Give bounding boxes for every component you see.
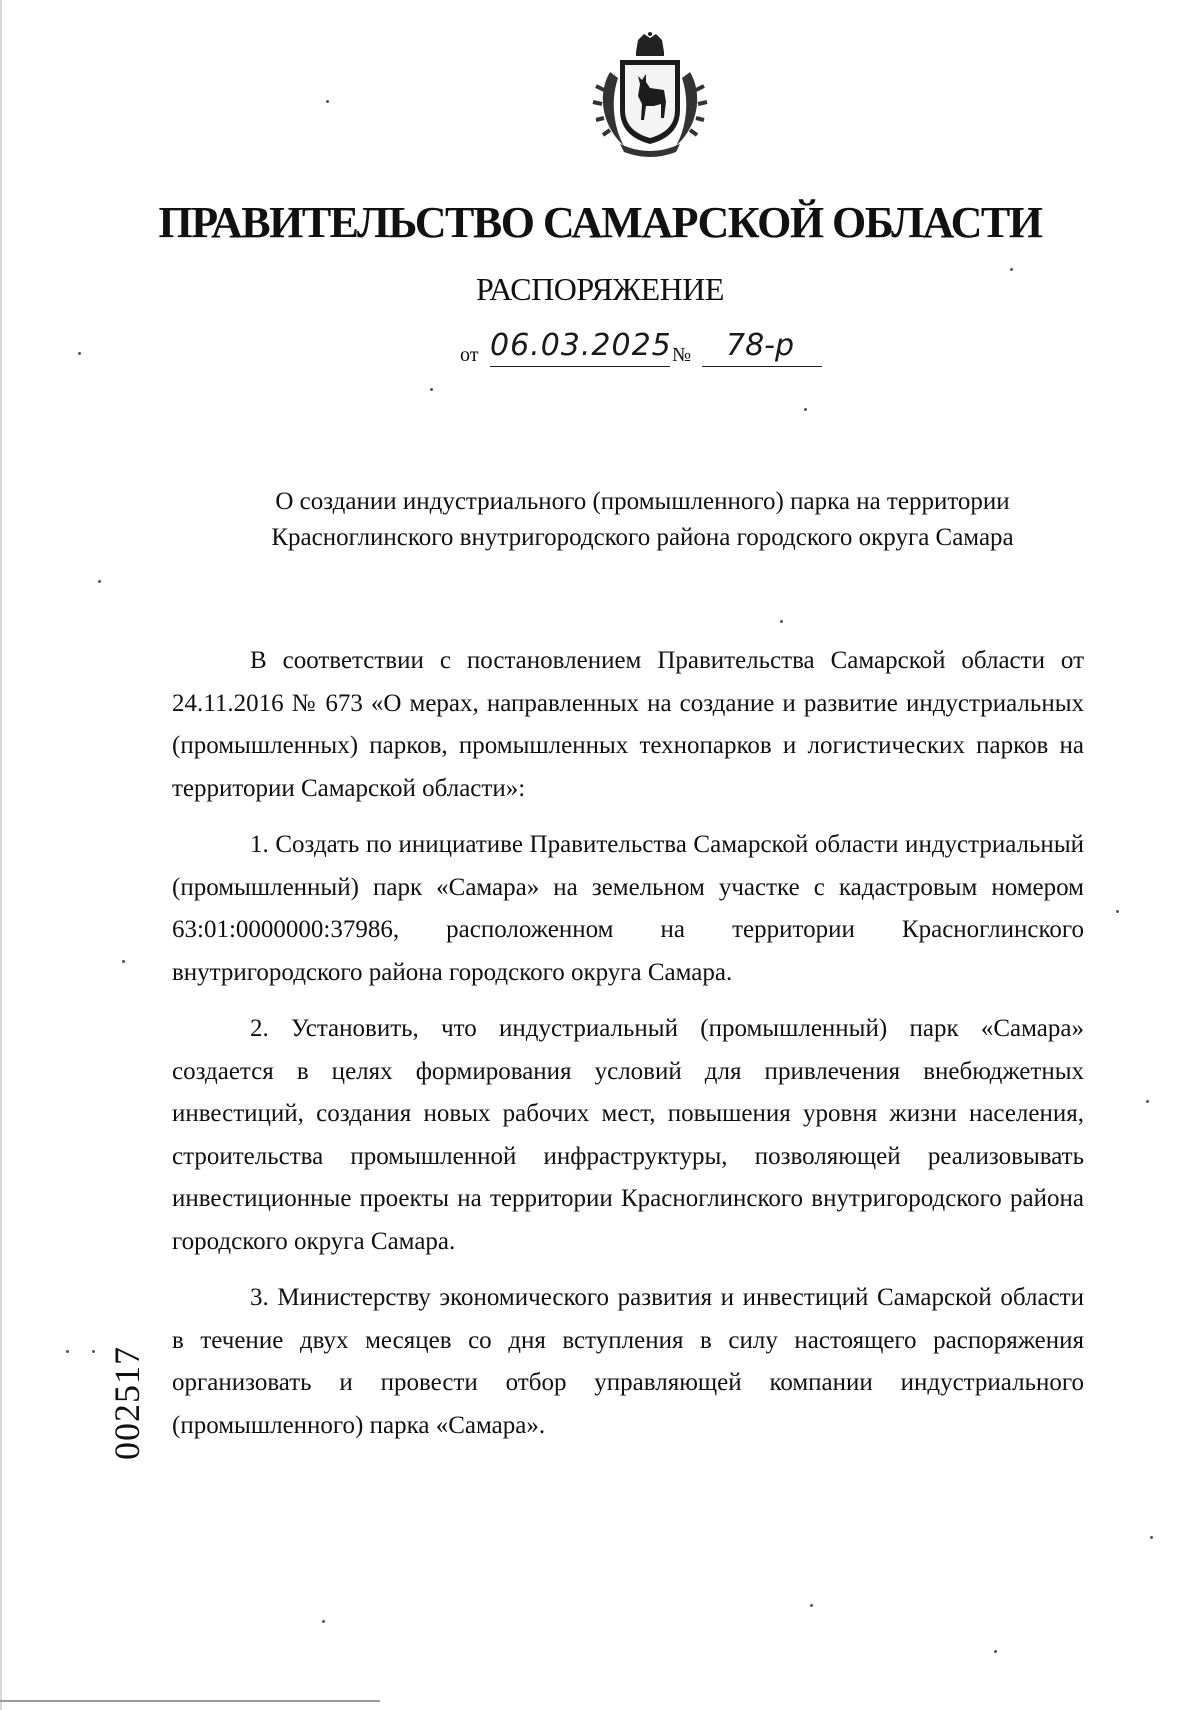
item-1-paragraph: 1. Создать по инициативе Правительства Самарской области индустриальный (промышленный) парк «Самара» на земельном участке с кадастровым номером 63:01:0000000:37986, расположенном на территории Красноглинского внутригородского района городского округа Самара.	[172, 831, 1084, 986]
subject-line-1: О создании индустриального (промышленного) парка на территории	[275, 488, 1010, 515]
document-subject	[200, 484, 1085, 556]
number-label: №	[672, 344, 692, 366]
item-3-paragraph: 3. Министерству экономического развития и инвестиций Самарской области в течение двух месяцев со дня вступления в силу настоящего распоряжения организовать и провести отбор управляющей компании индустриального (промышленного) парка «Самара».	[172, 1284, 1084, 1439]
margin-serial-number: 002517	[107, 1346, 147, 1460]
item-2-paragraph: 2. Установить, что индустриальный (промышленный) парк «Самара» создается в целях формирования условий для привлечения внебюджетных инвестиций, создания новых рабочих мест, повышения уровня жизни населения, строительства промышленной инфраструктуры, позволяющей реализовывать инвестиционные проекты на территории Красноглинского внутригородского района городского округа Самара.	[172, 1015, 1084, 1255]
samara-coat-of-arms-icon	[584, 32, 716, 160]
preamble-paragraph: В соответствии с постановлением Правительства Самарской области от 24.11.2016 № 673 «О мерах, направленных на создание и развитие индустриальных (промышленных) парков, промышленных технопарков и логистических парков на территории Самарской области»:	[172, 647, 1084, 802]
date-label: от	[460, 344, 479, 366]
document-type: РАСПОРЯЖЕНИЕ	[476, 271, 724, 307]
document-date: 06.03.2025	[490, 326, 670, 367]
document-body	[172, 640, 1084, 1461]
subject-line-2: Красноглинского внутригородского района городского округа Самара	[271, 524, 1014, 551]
scan-edge	[0, 0, 2, 1710]
bottom-scan-line	[0, 1700, 380, 1702]
document-number: 78-р	[702, 326, 822, 367]
government-title: ПРАВИТЕЛЬСТВО САМАРСКОЙ ОБЛАСТИ	[158, 198, 1042, 247]
registration-line	[460, 326, 860, 374]
